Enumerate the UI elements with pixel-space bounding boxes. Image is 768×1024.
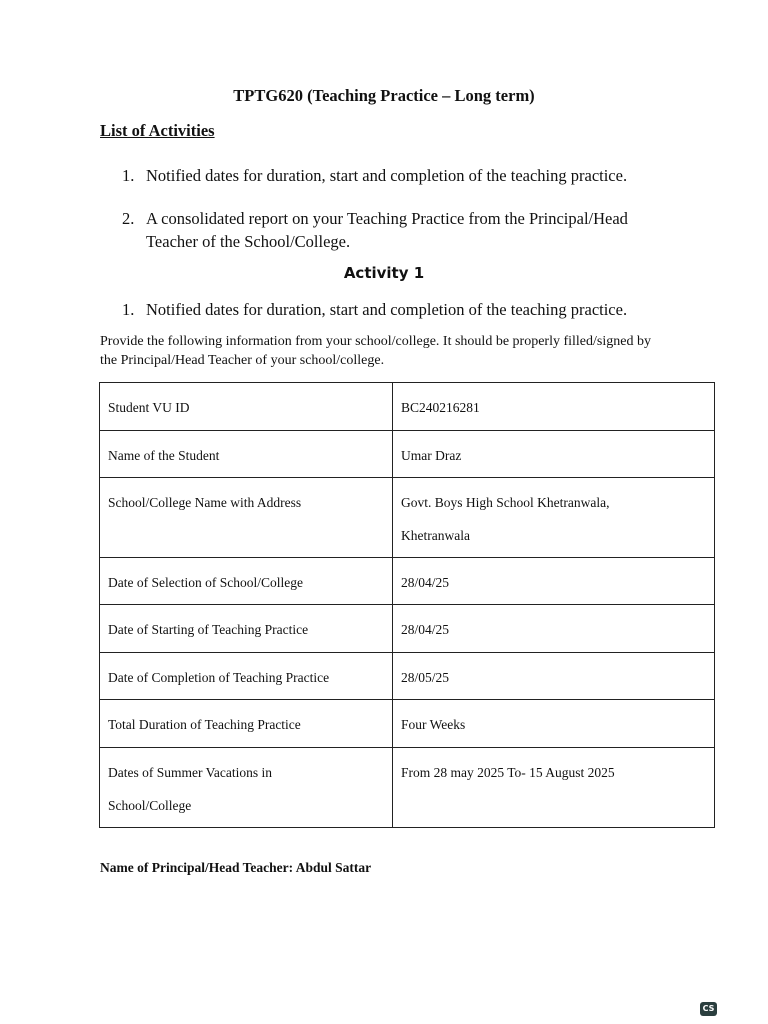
principal-name: Name of Principal/Head Teacher: Abdul Sattar bbox=[100, 860, 372, 875]
instructions-text: Provide the following information from your school/college. It should be properly filled/signed by the Principal/Head Teacher of your school/college. bbox=[100, 334, 651, 368]
table-row bbox=[100, 478, 715, 558]
cell-text: Date of Selection of School/College bbox=[108, 575, 303, 590]
cell-text: Govt. Boys High School Khetranwala, Khetranwala bbox=[401, 495, 610, 543]
cell-text: Dates of Summer Vacations in School/College bbox=[108, 765, 272, 813]
list-item-text: Notified dates for duration, start and completion of the teaching practice. bbox=[146, 300, 628, 319]
table-label-cell bbox=[100, 700, 393, 748]
cell-text: 28/04/25 bbox=[401, 575, 450, 590]
cell-text: Umar Draz bbox=[401, 448, 462, 463]
cell-text: Name of the Student bbox=[108, 448, 220, 463]
cell-text: Date of Starting of Teaching Practice bbox=[108, 622, 309, 637]
cell-text: Student VU ID bbox=[108, 400, 190, 415]
table-value-cell bbox=[393, 478, 715, 558]
table-label-cell bbox=[100, 478, 393, 558]
info-table bbox=[99, 382, 715, 828]
cell-text: 28/05/25 bbox=[401, 670, 450, 685]
activity-heading: Activity 1 bbox=[343, 264, 425, 282]
cell-text: From 28 may 2025 To- 15 August 2025 bbox=[401, 765, 615, 780]
table-row bbox=[100, 748, 715, 828]
cell-text: Total Duration of Teaching Practice bbox=[108, 717, 301, 732]
camscanner-badge-icon: CS bbox=[700, 1002, 717, 1016]
table-value-cell bbox=[393, 748, 715, 828]
list-item-number: 2. bbox=[122, 209, 135, 228]
cell-text: School/College Name with Address bbox=[108, 495, 302, 510]
page-title: TPTG620 (Teaching Practice – Long term) bbox=[233, 86, 535, 105]
cell-text: Date of Completion of Teaching Practice bbox=[108, 670, 330, 685]
list-item-number: 1. bbox=[122, 300, 135, 319]
cell-text: Four Weeks bbox=[401, 717, 466, 732]
activity-list-item bbox=[122, 298, 682, 321]
cell-text: BC240216281 bbox=[401, 400, 480, 415]
cell-text: 28/04/25 bbox=[401, 622, 450, 637]
list-item-number: 1. bbox=[122, 166, 135, 185]
table-label-cell bbox=[100, 748, 393, 828]
list-item bbox=[122, 164, 682, 187]
list-heading: List of Activities bbox=[100, 121, 215, 140]
list-item-text: A consolidated report on your Teaching Practice from the Principal/Head Teacher of the School/College. bbox=[146, 209, 628, 251]
list-item-text: Notified dates for duration, start and completion of the teaching practice. bbox=[146, 166, 628, 185]
list-item bbox=[122, 207, 682, 253]
